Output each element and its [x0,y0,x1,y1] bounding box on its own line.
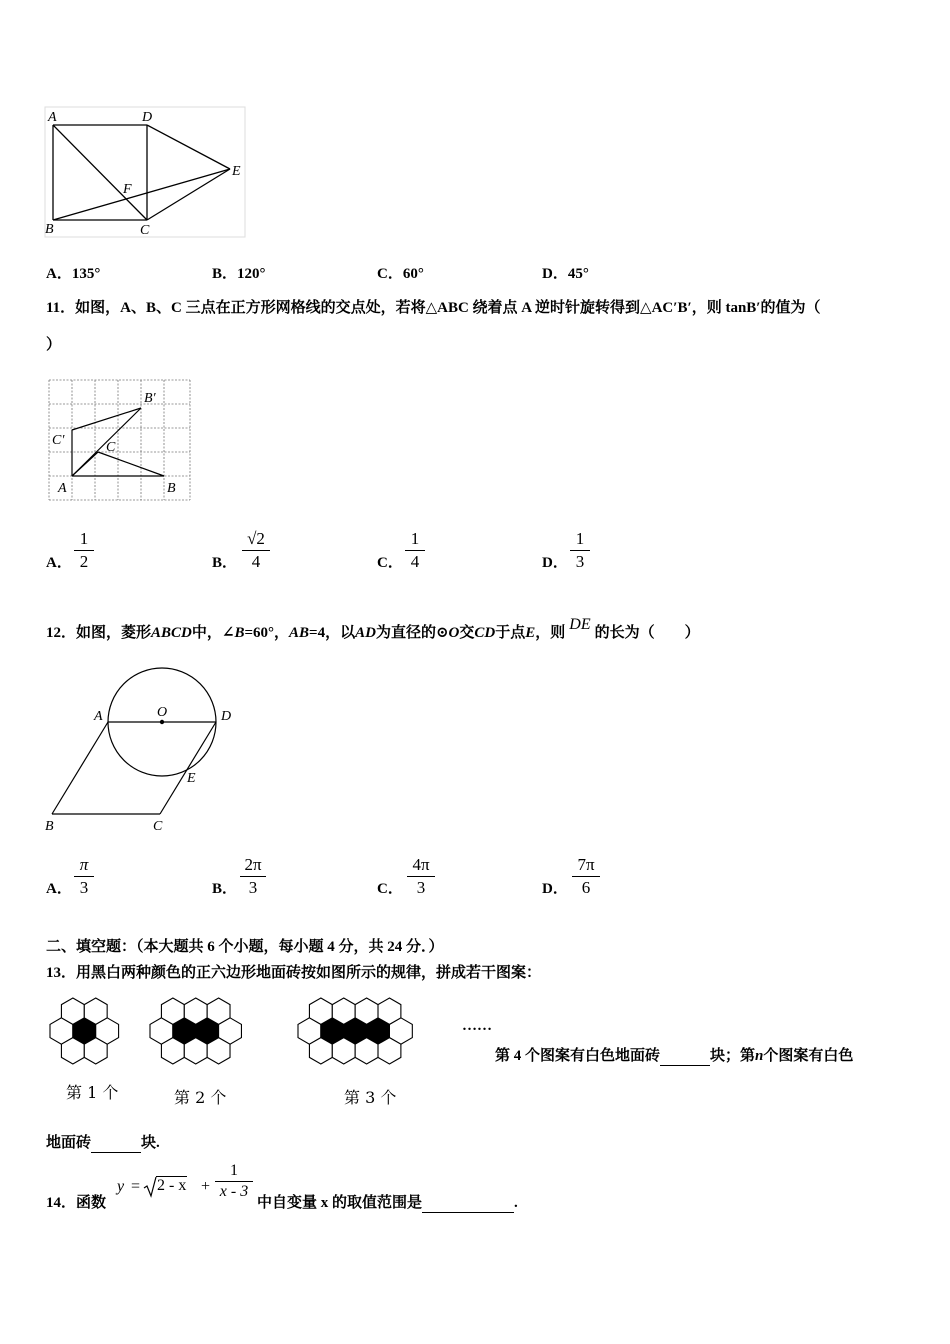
q13-blank-2[interactable] [91,1135,141,1153]
caption-pattern-1: 第 1 个 [66,1083,119,1102]
q12-option-c-fraction: 4π 3 [407,855,435,898]
label-C: C [153,819,163,834]
q14-blank[interactable] [422,1195,514,1213]
q11-option-c-fraction: 1 4 [405,529,425,572]
hexagon-patterns [40,990,460,1072]
label-A: A [48,110,57,125]
q14-formula: y = 2 - x + 1 x - 3 [117,1162,255,1212]
q11-option-b[interactable]: B． [212,555,238,571]
q12-option-d-fraction: 7π 6 [572,855,600,898]
label-A: A [94,709,103,724]
q11-stem: 11．如图，A、B、C 三点在正方形网格线的交点处，若将△ABC 绕着点 A 逆时针旋转得到△AC′B′，则 tanB′的值为（ [46,300,821,316]
q12-option-c[interactable]: C． [377,881,403,897]
q12-option-d[interactable]: D． [542,881,568,897]
label-B: B [167,481,176,496]
q12-option-b[interactable]: B． [212,881,238,897]
sqrt-sign-icon [143,1176,157,1198]
q11-option-b-fraction: √2 4 [242,529,270,572]
label-D: D [221,709,232,724]
label-B-prime: B′ [144,391,156,406]
q13-question-line1: 第 4 个图案有白色地面砖 块；第n个图案有白色 [495,1048,854,1064]
q10-option-b[interactable]: B．120° [212,266,266,282]
q10-option-c[interactable]: C．60° [377,266,424,282]
label-F: F [123,182,132,197]
label-B: B [45,222,54,237]
label-E: E [232,164,241,179]
label-O: O [157,705,168,720]
arc-DE: DE [569,616,591,633]
rhombus-circle-diagram [40,660,245,840]
q12-option-a[interactable]: A． [46,881,72,897]
grid-rotation-diagram [46,378,194,504]
caption-pattern-2: 第 2 个 [174,1088,227,1107]
q10-option-a[interactable]: A．135° [46,266,101,282]
caption-pattern-3: 第 3 个 [344,1088,397,1107]
q12-stem: 12．如图，菱形ABCD中，∠B=60°，AB=4，以AD为直径的⊙O交CD于点E，则 DE 的长为（ ） [46,616,700,641]
label-B: B [45,819,54,834]
q13-ellipsis: …… [462,1018,492,1034]
q12-option-b-fraction: 2π 3 [240,855,266,898]
q10-option-d[interactable]: D．45° [542,266,589,282]
q11-option-d[interactable]: D． [542,555,568,571]
label-C: C [140,223,150,238]
q11-stem-end: ） [46,337,62,353]
label-C-prime: C′ [52,433,65,448]
label-E: E [187,771,196,786]
q14-prefix: 14．函数 [46,1195,107,1211]
q11-option-a-fraction: 1 2 [74,529,94,572]
label-A: A [58,481,67,496]
q13-question-line2: 地面砖 块. [46,1135,160,1151]
figure-q10 [40,105,250,240]
figure-q12 [40,660,245,840]
figure-q11 [46,378,194,504]
label-D: D [142,110,153,125]
hexagon-tiling-figure [40,990,460,1072]
q11-option-c[interactable]: C． [377,555,403,571]
q11-option-a[interactable]: A． [46,555,72,571]
section-heading: 二、填空题：（本大题共 6 个小题，每小题 4 分，共 24 分．） [46,939,444,955]
q13-stem: 13．用黑白两种颜色的正六边形地面砖按如图所示的规律，拼成若干图案： [46,965,542,981]
label-C: C [106,440,116,455]
q12-option-a-fraction: π 3 [74,855,94,898]
q14-question: 中自变量 x 的取值范围是 . [257,1195,518,1211]
q13-blank-1[interactable] [660,1048,710,1066]
q11-option-d-fraction: 1 3 [570,529,590,572]
square-triangle-diagram [40,105,250,240]
